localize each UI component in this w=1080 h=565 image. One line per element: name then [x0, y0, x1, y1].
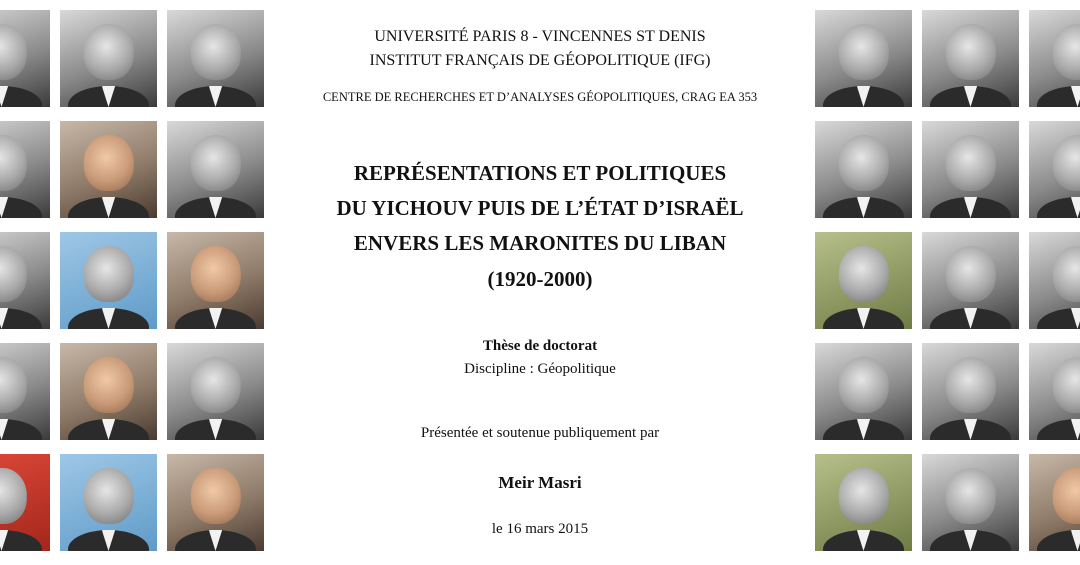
research-centre: CENTRE DE RECHERCHES ET D’ANALYSES GÉOPOLITIQUES, CRAG EA 353 [322, 90, 758, 104]
portrait-photo-right-15 [1029, 454, 1080, 551]
portrait-photo-left-6 [167, 121, 264, 218]
thesis-title-line-1: REPRÉSENTATIONS ET POLITIQUES [353, 161, 727, 185]
portrait-photo-right-2 [922, 10, 1019, 107]
portrait-photo-left-2 [60, 10, 157, 107]
thesis-title-line-2: DU YICHOUV PUIS DE L’ÉTAT D’ISRAËL [336, 196, 744, 220]
portrait-photo-left-12 [167, 343, 264, 440]
portrait-photo-right-8 [922, 232, 1019, 329]
portrait-grid-left [0, 10, 264, 551]
portrait-photo-left-7 [0, 232, 50, 329]
portrait-photo-left-11 [60, 343, 157, 440]
portrait-photo-left-1 [0, 10, 50, 107]
portrait-photo-right-10 [815, 343, 912, 440]
portrait-photo-left-10 [0, 343, 50, 440]
portrait-photo-left-4 [0, 121, 50, 218]
presentation-text: Présentée et soutenue publiquement par [420, 425, 660, 441]
portrait-photo-left-15 [167, 454, 264, 551]
portrait-photo-right-6 [1029, 121, 1080, 218]
portrait-photo-right-5 [922, 121, 1019, 218]
portrait-photo-right-9 [1029, 232, 1080, 329]
portrait-photo-left-14 [60, 454, 157, 551]
portrait-photo-left-3 [167, 10, 264, 107]
author-name: Meir Masri [498, 473, 582, 492]
portrait-photo-left-5 [60, 121, 157, 218]
portrait-photo-left-8 [60, 232, 157, 329]
portrait-photo-right-11 [922, 343, 1019, 440]
portrait-photo-right-13 [815, 454, 912, 551]
university-name: UNIVERSITÉ PARIS 8 - VINCENNES ST DENIS [374, 28, 706, 45]
portrait-photo-right-4 [815, 121, 912, 218]
portrait-grid-right [815, 10, 1080, 551]
thesis-discipline: Discipline : Géopolitique [464, 361, 616, 377]
portrait-photo-right-14 [922, 454, 1019, 551]
portrait-photo-right-3 [1029, 10, 1080, 107]
portrait-photo-right-1 [815, 10, 912, 107]
portrait-photo-left-13 [0, 454, 50, 551]
thesis-title-line-3: ENVERS LES MARONITES DU LIBAN [353, 231, 727, 255]
portrait-photo-right-12 [1029, 343, 1080, 440]
portrait-photo-right-7 [815, 232, 912, 329]
portrait-photo-left-9 [167, 232, 264, 329]
thesis-title-line-4: (1920-2000) [487, 267, 593, 291]
thesis-type: Thèse de doctorat [482, 338, 598, 354]
institute-name: INSTITUT FRANÇAIS DE GÉOPOLITIQUE (IFG) [369, 52, 711, 69]
defense-date: le 16 mars 2015 [491, 521, 589, 537]
